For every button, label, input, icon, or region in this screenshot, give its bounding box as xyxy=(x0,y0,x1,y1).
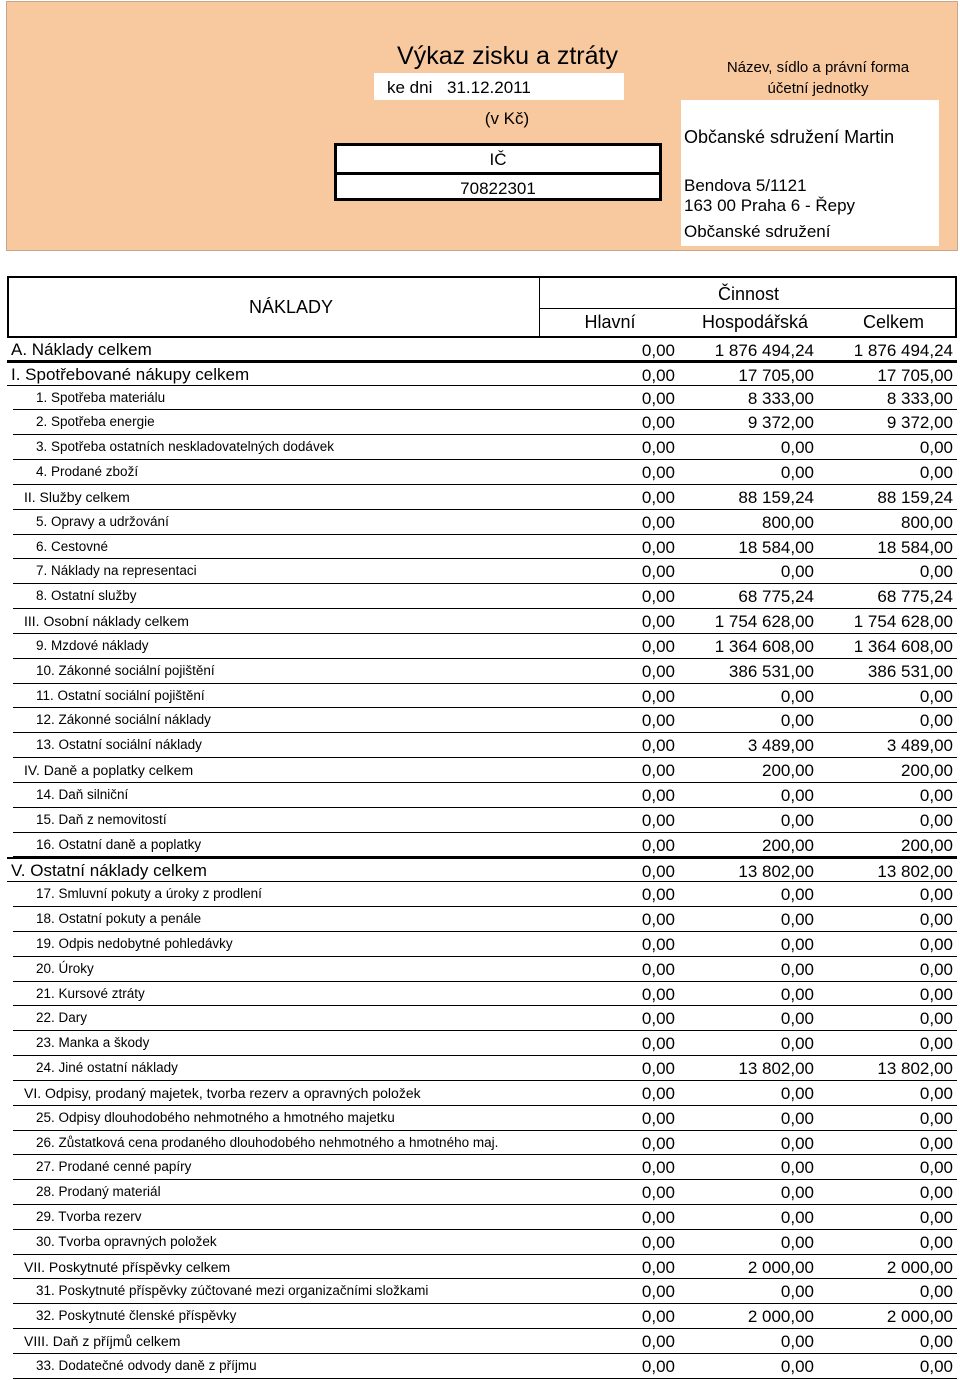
row-label: 20. Úroky xyxy=(36,960,94,976)
value-total: 0,00 xyxy=(919,1108,953,1128)
entity-legal-form: Občanské sdružení xyxy=(684,222,831,241)
row-label: 29. Tvorba rezerv xyxy=(36,1208,142,1224)
value-total: 0,00 xyxy=(919,1133,953,1153)
row-label: A. Náklady celkem xyxy=(11,340,152,359)
value-total: 0,00 xyxy=(919,984,953,1004)
table-body xyxy=(7,336,957,1379)
row-label: 7. Náklady na representaci xyxy=(36,563,197,579)
value-economic: 0,00 xyxy=(780,1009,814,1029)
value-main: 0,00 xyxy=(641,438,675,458)
value-main: 0,00 xyxy=(641,885,675,905)
row-label: 28. Prodaný materiál xyxy=(36,1184,161,1200)
value-economic: 0,00 xyxy=(780,438,814,458)
value-economic: 0,00 xyxy=(780,1207,814,1227)
value-main: 0,00 xyxy=(641,1232,675,1252)
value-total: 0,00 xyxy=(919,934,953,954)
value-total: 3 489,00 xyxy=(886,736,953,756)
report-header xyxy=(6,1,958,251)
value-total: 18 584,00 xyxy=(877,537,953,557)
value-total: 0,00 xyxy=(919,562,953,582)
table-row xyxy=(7,1329,957,1354)
value-main: 0,00 xyxy=(641,487,675,507)
row-label: 12. Zákonné sociální náklady xyxy=(36,712,211,728)
table-row xyxy=(7,1354,957,1379)
row-label: 11. Ostatní sociální pojištění xyxy=(36,687,205,703)
ic-divider xyxy=(337,172,659,175)
row-label: 15. Daň z nemovitostí xyxy=(36,811,167,827)
value-total: 0,00 xyxy=(919,885,953,905)
row-label: VI. Odpisy, prodaný majetek, tvorba rezerv a opravných položek xyxy=(24,1084,421,1101)
entity-name: Občanské sdružení Martin xyxy=(684,127,895,147)
value-economic: 0,00 xyxy=(780,934,814,954)
table-row xyxy=(7,535,957,560)
table-row xyxy=(7,1205,957,1230)
table-row xyxy=(7,1056,957,1081)
row-label: V. Ostatní náklady celkem xyxy=(11,861,207,881)
value-total: 0,00 xyxy=(919,1183,953,1203)
header-divider xyxy=(540,308,957,309)
value-main: 0,00 xyxy=(641,1083,675,1103)
ic-label: IČ xyxy=(489,150,507,169)
row-label: 24. Jiné ostatní náklady xyxy=(36,1060,178,1076)
value-economic: 0,00 xyxy=(780,885,814,905)
table-row xyxy=(7,1180,957,1205)
value-main: 0,00 xyxy=(641,562,675,582)
row-label: 2. Spotřeba energie xyxy=(36,414,155,430)
value-total: 386 531,00 xyxy=(867,661,953,681)
value-economic: 0,00 xyxy=(780,1034,814,1054)
table-row xyxy=(7,708,957,733)
value-main: 0,00 xyxy=(641,463,675,483)
table-row xyxy=(7,907,957,932)
column-header-total: Celkem xyxy=(862,312,924,332)
value-main: 0,00 xyxy=(641,1034,675,1054)
value-total: 2 000,00 xyxy=(886,1257,953,1277)
value-economic: 0,00 xyxy=(780,1083,814,1103)
table-row xyxy=(7,1255,957,1280)
value-main: 0,00 xyxy=(641,862,675,882)
value-main: 0,00 xyxy=(641,341,675,360)
value-main: 0,00 xyxy=(641,388,675,408)
row-label: 14. Daň silniční xyxy=(36,786,129,802)
row-rule xyxy=(13,1378,957,1379)
column-header-main: Hlavní xyxy=(584,312,636,332)
table-row xyxy=(7,584,957,609)
value-total: 0,00 xyxy=(919,785,953,805)
value-total: 0,00 xyxy=(919,1332,953,1352)
entity-box xyxy=(681,100,939,246)
value-economic: 0,00 xyxy=(780,1133,814,1153)
table-row xyxy=(7,386,957,411)
value-total: 8 333,00 xyxy=(886,388,953,408)
value-total: 1 754 628,00 xyxy=(853,612,953,632)
date-label: ke dni xyxy=(387,78,433,97)
table-header xyxy=(7,276,957,336)
row-label: VII. Poskytnuté příspěvky celkem xyxy=(24,1258,231,1275)
row-label: 22. Dary xyxy=(36,1010,88,1026)
value-total: 0,00 xyxy=(919,1034,953,1054)
row-label: 33. Dodatečné odvody daně z příjmu xyxy=(36,1357,257,1373)
value-total: 88 159,24 xyxy=(877,487,953,507)
table-row xyxy=(7,1155,957,1180)
table-row xyxy=(7,410,957,435)
row-label: 3. Spotřeba ostatních neskladovatelných dodávek xyxy=(36,439,334,455)
value-main: 0,00 xyxy=(641,984,675,1004)
table-row xyxy=(7,808,957,833)
value-economic: 1 364 608,00 xyxy=(714,636,814,656)
row-label: 8. Ostatní služby xyxy=(36,588,137,604)
row-label: 1. Spotřeba materiálu xyxy=(36,389,166,405)
value-main: 0,00 xyxy=(641,1183,675,1203)
value-main: 0,00 xyxy=(641,1332,675,1352)
value-main: 0,00 xyxy=(641,413,675,433)
value-economic: 0,00 xyxy=(780,1332,814,1352)
table-row xyxy=(7,1031,957,1056)
row-label: 21. Kursové ztráty xyxy=(36,985,145,1001)
value-main: 0,00 xyxy=(641,761,675,781)
table-row xyxy=(7,932,957,957)
row-label: I. Spotřebované nákupy celkem xyxy=(11,364,250,384)
value-economic: 0,00 xyxy=(780,984,814,1004)
value-main: 0,00 xyxy=(641,365,675,385)
value-economic: 200,00 xyxy=(762,835,814,855)
value-economic: 88 159,24 xyxy=(738,487,814,507)
value-economic: 0,00 xyxy=(780,1108,814,1128)
value-total: 13 802,00 xyxy=(877,1059,953,1079)
value-total: 200,00 xyxy=(901,761,953,781)
table-row xyxy=(7,485,957,510)
value-main: 0,00 xyxy=(641,1108,675,1128)
value-main: 0,00 xyxy=(641,736,675,756)
row-label: 31. Poskytnuté příspěvky zúčtované mezi organizačními složkami xyxy=(36,1283,429,1299)
report-title: Výkaz zisku a ztráty xyxy=(397,42,618,70)
ic-box xyxy=(334,143,662,201)
value-main: 0,00 xyxy=(641,1133,675,1153)
value-economic: 0,00 xyxy=(780,463,814,483)
value-total: 68 775,24 xyxy=(877,587,953,607)
value-total: 0,00 xyxy=(919,463,953,483)
value-economic: 0,00 xyxy=(780,1282,814,1302)
table-row xyxy=(7,758,957,783)
value-total: 0,00 xyxy=(919,810,953,830)
column-header-economic: Hospodářská xyxy=(701,312,809,332)
value-main: 0,00 xyxy=(641,1207,675,1227)
value-economic: 0,00 xyxy=(780,1183,814,1203)
value-economic: 386 531,00 xyxy=(728,661,814,681)
value-main: 0,00 xyxy=(641,711,675,731)
value-economic: 68 775,24 xyxy=(738,587,814,607)
table-row xyxy=(7,634,957,659)
row-label: 10. Zákonné sociální pojištění xyxy=(36,662,215,678)
value-economic: 0,00 xyxy=(780,810,814,830)
table-row xyxy=(7,1304,957,1329)
activity-heading: Činnost xyxy=(717,284,780,304)
value-economic: 13 802,00 xyxy=(738,862,814,882)
table-row xyxy=(7,460,957,485)
value-economic: 13 802,00 xyxy=(738,1059,814,1079)
value-main: 0,00 xyxy=(641,1158,675,1178)
value-main: 0,00 xyxy=(641,1009,675,1029)
value-total: 200,00 xyxy=(901,835,953,855)
value-main: 0,00 xyxy=(641,785,675,805)
value-total: 0,00 xyxy=(919,1207,953,1227)
value-main: 0,00 xyxy=(641,686,675,706)
row-label: 9. Mzdové náklady xyxy=(36,637,149,653)
row-label: 19. Odpis nedobytné pohledávky xyxy=(36,935,233,951)
row-label: II. Služby celkem xyxy=(24,488,130,505)
row-label: 25. Odpisy dlouhodobého nehmotného a hmotného majetku xyxy=(36,1109,395,1125)
value-total: 2 000,00 xyxy=(886,1307,953,1327)
row-label: VIII. Daň z příjmů celkem xyxy=(24,1333,181,1350)
row-label: 27. Prodané cenné papíry xyxy=(36,1159,192,1175)
table-row xyxy=(7,559,957,584)
table-row xyxy=(7,1279,957,1304)
row-label: 4. Prodané zboží xyxy=(36,464,139,480)
value-economic: 0,00 xyxy=(780,1158,814,1178)
value-economic: 8 333,00 xyxy=(747,388,814,408)
value-total: 800,00 xyxy=(901,512,953,532)
table-row xyxy=(7,957,957,982)
value-main: 0,00 xyxy=(641,810,675,830)
row-label: 6. Cestovné xyxy=(36,538,109,554)
value-main: 0,00 xyxy=(641,537,675,557)
value-main: 0,00 xyxy=(641,661,675,681)
value-total: 0,00 xyxy=(919,1158,953,1178)
date-box xyxy=(374,73,624,100)
table-row xyxy=(7,361,957,386)
value-total: 0,00 xyxy=(919,1356,953,1376)
table-row xyxy=(7,833,957,858)
value-main: 0,00 xyxy=(641,1257,675,1277)
row-label: 17. Smluvní pokuty a úroky z prodlení xyxy=(36,886,262,902)
value-main: 0,00 xyxy=(641,612,675,632)
value-economic: 0,00 xyxy=(780,711,814,731)
table-row xyxy=(7,336,957,361)
value-main: 0,00 xyxy=(641,587,675,607)
value-total: 1 876 494,24 xyxy=(853,341,953,360)
value-economic: 0,00 xyxy=(780,1356,814,1376)
value-main: 0,00 xyxy=(641,1059,675,1079)
table-row xyxy=(7,982,957,1007)
table-row xyxy=(7,1131,957,1156)
value-total: 13 802,00 xyxy=(877,862,953,882)
row-label: III. Osobní náklady celkem xyxy=(24,613,189,630)
table-row xyxy=(7,857,957,882)
value-main: 0,00 xyxy=(641,959,675,979)
value-economic: 9 372,00 xyxy=(747,413,814,433)
value-economic: 1 754 628,00 xyxy=(714,612,814,632)
row-label: IV. Daně a poplatky celkem xyxy=(24,762,194,779)
row-label: 16. Ostatní daně a poplatky xyxy=(36,836,202,852)
entity-street: Bendova 5/1121 xyxy=(684,176,807,195)
value-economic: 3 489,00 xyxy=(747,736,814,756)
row-label: 30. Tvorba opravných položek xyxy=(36,1233,217,1249)
table-row xyxy=(7,1106,957,1131)
value-economic: 0,00 xyxy=(780,562,814,582)
value-total: 17 705,00 xyxy=(877,365,953,385)
table-row xyxy=(7,882,957,907)
table-row xyxy=(7,733,957,758)
value-total: 0,00 xyxy=(919,711,953,731)
value-total: 0,00 xyxy=(919,1083,953,1103)
table-row xyxy=(7,659,957,684)
value-economic: 0,00 xyxy=(780,686,814,706)
entity-caption: Název, sídlo a právní forma xyxy=(726,59,910,76)
entity-caption: účetní jednotky xyxy=(767,80,869,97)
row-label: 18. Ostatní pokuty a penále xyxy=(36,911,202,927)
table-row xyxy=(7,435,957,460)
value-economic: 0,00 xyxy=(780,1232,814,1252)
value-total: 0,00 xyxy=(919,1282,953,1302)
date-value: 31.12.2011 xyxy=(447,78,531,97)
currency-unit: (v Kč) xyxy=(484,109,530,128)
value-main: 0,00 xyxy=(641,636,675,656)
value-total: 0,00 xyxy=(919,910,953,930)
value-economic: 0,00 xyxy=(780,785,814,805)
row-label: 23. Manka a škody xyxy=(36,1035,150,1051)
value-economic: 0,00 xyxy=(780,959,814,979)
value-main: 0,00 xyxy=(641,1356,675,1376)
row-label: 32. Poskytnuté členské příspěvky xyxy=(36,1308,237,1324)
ic-value: 70822301 xyxy=(460,179,536,198)
row-label: 5. Opravy a udržování xyxy=(36,513,169,529)
table-row xyxy=(7,783,957,808)
value-main: 0,00 xyxy=(641,512,675,532)
entity-city: 163 00 Praha 6 - Řepy xyxy=(684,196,856,215)
table-row xyxy=(7,684,957,709)
value-economic: 1 876 494,24 xyxy=(714,341,814,360)
value-total: 0,00 xyxy=(919,1232,953,1252)
row-label: 26. Zůstatková cena prodaného dlouhodobého nehmotného a hmotného maj. xyxy=(36,1134,499,1150)
value-total: 9 372,00 xyxy=(886,413,953,433)
table-row xyxy=(7,609,957,634)
value-total: 0,00 xyxy=(919,1009,953,1029)
value-economic: 2 000,00 xyxy=(747,1257,814,1277)
value-total: 1 364 608,00 xyxy=(853,636,953,656)
table-row xyxy=(7,510,957,535)
costs-table xyxy=(7,276,957,1379)
table-row xyxy=(7,1230,957,1255)
table-row xyxy=(7,1006,957,1031)
value-economic: 2 000,00 xyxy=(747,1307,814,1327)
value-total: 0,00 xyxy=(919,438,953,458)
value-main: 0,00 xyxy=(641,910,675,930)
value-main: 0,00 xyxy=(641,1307,675,1327)
costs-heading: NÁKLADY xyxy=(249,297,334,317)
row-label: 13. Ostatní sociální náklady xyxy=(36,737,202,753)
value-economic: 17 705,00 xyxy=(738,365,814,385)
value-main: 0,00 xyxy=(641,934,675,954)
value-total: 0,00 xyxy=(919,959,953,979)
value-economic: 18 584,00 xyxy=(738,537,814,557)
value-economic: 0,00 xyxy=(780,910,814,930)
value-main: 0,00 xyxy=(641,835,675,855)
value-economic: 800,00 xyxy=(762,512,814,532)
table-row xyxy=(7,1081,957,1106)
value-total: 0,00 xyxy=(919,686,953,706)
value-main: 0,00 xyxy=(641,1282,675,1302)
value-economic: 200,00 xyxy=(762,761,814,781)
